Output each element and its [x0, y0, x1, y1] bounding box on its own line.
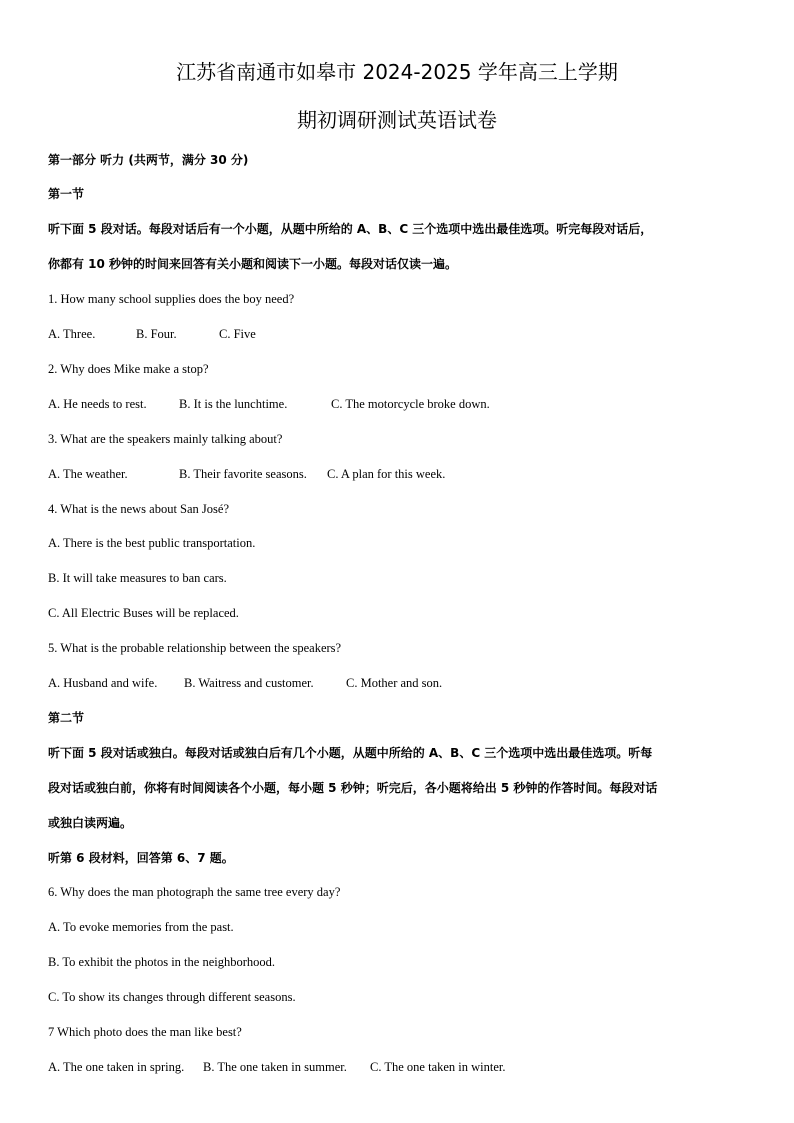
section1-instructions-line1: 听下面 5 段对话。每段对话后有一个小题，从题中所给的 A、B、C 三个选项中选出最佳选项。听完每段对话后， [48, 222, 653, 236]
section1-heading: 第一节 [48, 187, 85, 201]
exam-title-line1: 江苏省南通市如皋市 2024-2025 学年高三上学期 [176, 60, 618, 84]
question-3-option-a: A. The weather. [48, 467, 128, 481]
question-4-option-a: A. There is the best public transportation. [48, 536, 256, 550]
section2-instructions-line2: 段对话或独白前，你将有时间阅读各个小题，每小题 5 秒钟；听完后，各小题将给出 5 秒钟的作答时间。每段对话 [48, 781, 658, 795]
section2-heading: 第二节 [48, 711, 85, 725]
question-7: 7 Which photo does the man like best? [48, 1025, 242, 1039]
question-4-option-b: B. It will take measures to ban cars. [48, 571, 227, 585]
question-2-option-a: A. He needs to rest. [48, 397, 147, 411]
question-3: 3. What are the speakers mainly talking about? [48, 432, 283, 446]
question-7-option-a: A. The one taken in spring. [48, 1060, 185, 1074]
exam-title-line2: 期初调研测试英语试卷 [297, 108, 497, 132]
question-6-option-a: A. To evoke memories from the past. [48, 920, 234, 934]
question-5-option-b: B. Waitress and customer. [184, 676, 314, 690]
question-1: 1. How many school supplies does the boy need? [48, 292, 295, 306]
question-1-option-a: A. Three. [48, 327, 96, 341]
part1-heading: 第一部分 听力 (共两节，满分 30 分) [48, 153, 249, 167]
question-1-option-b: B. Four. [136, 327, 177, 341]
question-3-option-c: C. A plan for this week. [327, 467, 446, 481]
section1-instructions-line2: 你都有 10 秒钟的时间来回答有关小题和阅读下一小题。每段对话仅读一遍。 [48, 257, 458, 271]
group-heading-6-7: 听第 6 段材料，回答第 6、7 题。 [48, 851, 234, 865]
question-2-option-c: C. The motorcycle broke down. [331, 397, 490, 411]
question-4-option-c: C. All Electric Buses will be replaced. [48, 606, 239, 620]
section2-instructions-line3: 或独白读两遍。 [48, 816, 133, 830]
question-7-option-b: B. The one taken in summer. [203, 1060, 347, 1074]
section2-instructions-line1: 听下面 5 段对话或独白。每段对话或独白后有几个小题，从题中所给的 A、B、C 三个选项中选出最佳选项。听每 [48, 746, 653, 760]
question-5: 5. What is the probable relationship between the speakers? [48, 641, 342, 655]
question-4: 4. What is the news about San José? [48, 502, 229, 516]
question-6: 6. Why does the man photograph the same tree every day? [48, 885, 341, 899]
question-3-option-b: B. Their favorite seasons. [179, 467, 307, 481]
question-6-option-b: B. To exhibit the photos in the neighborhood. [48, 955, 276, 969]
question-7-option-c: C. The one taken in winter. [370, 1060, 506, 1074]
question-1-option-c: C. Five [219, 327, 256, 341]
question-2-option-b: B. It is the lunchtime. [179, 397, 288, 411]
question-5-option-a: A. Husband and wife. [48, 676, 158, 690]
question-2: 2. Why does Mike make a stop? [48, 362, 209, 376]
question-5-option-c: C. Mother and son. [346, 676, 443, 690]
question-6-option-c: C. To show its changes through different seasons. [48, 990, 296, 1004]
